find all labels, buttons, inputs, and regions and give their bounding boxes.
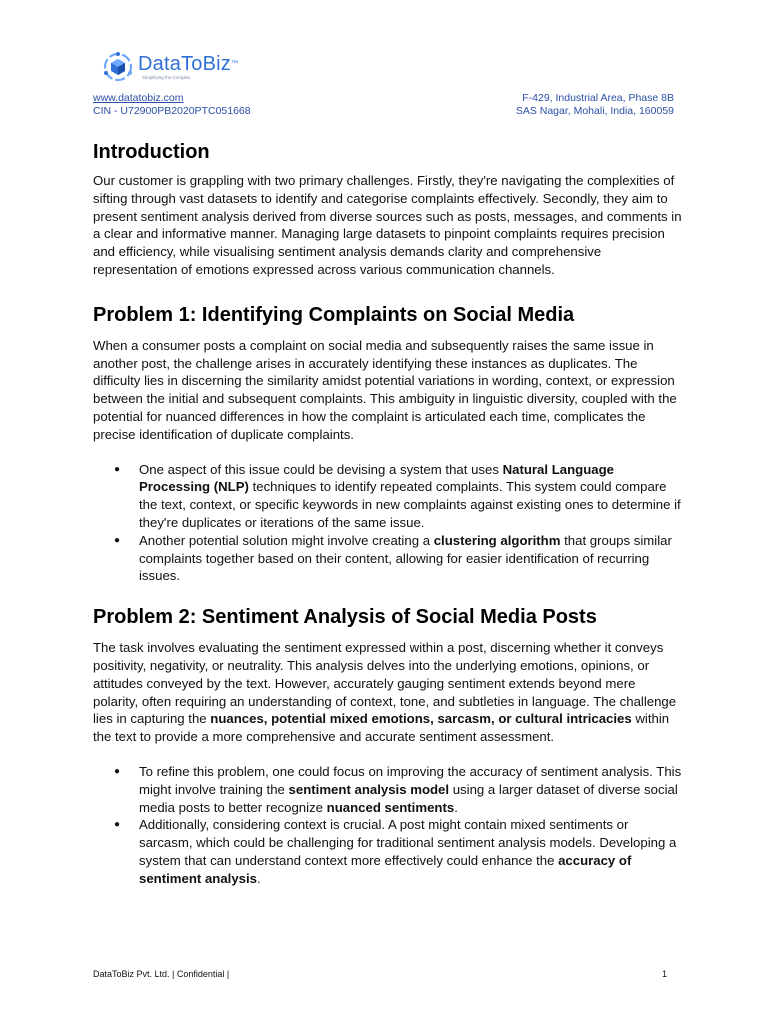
logo-wordmark: DataToBiz™ (138, 53, 239, 75)
address-line-2: SAS Nagar, Mohali, India, 160059 (515, 105, 674, 117)
company-logo (101, 50, 238, 84)
intro-heading: Introduction (93, 141, 210, 163)
logo-tagline: Simplifying the Complex (142, 75, 191, 80)
problem2-heading: Problem 2: Sentiment Analysis of Social Media Posts (93, 606, 597, 629)
problem2-bullets (93, 763, 683, 888)
problem2-bullet-2: ● Additionally, considering context is crucial. A post might contain mixed sentiments or sarcasm, which could be challenging for traditional sentiment analysis models. Developing a system that can understand context more effectively could enhance the accuracy of sentiment analysis. (93, 816, 683, 887)
problem1-bullet-2: ● Another potential solution might involve creating a clustering algorithm that groups similar complaints together based on their content, allowing for easier identification of recurring issues. (93, 532, 683, 585)
address-block (516, 92, 674, 118)
contact-left (93, 92, 251, 118)
page-number: 1 (661, 969, 667, 979)
problem1-heading: Problem 1: Identifying Complaints on Social Media (93, 303, 575, 326)
intro-paragraph: Our customer is grappling with two primary challenges. Firstly, they're navigating the complexities of sifting through vast datasets to identify and categorise complaints effectively. Secondly, they aim to present sentiment analysis derived from diverse sources such as posts, messages, and comments in a clear and informative manner. Managing large datasets to pinpoint complaints requires precision and efficiency, while visualising sentiment analysis demands clarity and comprehensive representation of emotions expressed across various communication channels. (93, 173, 682, 277)
address-line-1: F-429, Industrial Area, Phase 8B (522, 92, 674, 104)
problem2-bullet-1: ● To refine this problem, one could focus on improving the accuracy of sentiment analysis. This might involve training the sentiment analysis model using a larger dataset of diverse social media posts to better recognize nuanced sentiments. (93, 763, 683, 816)
cin-number: CIN - U72900PB2020PTC051668 (93, 105, 251, 117)
problem1-paragraph: When a consumer posts a complaint on social media and subsequently raises the same issue in another post, the challenge arises in accurately identifying these instances as duplicates. The difficulty lies in discerning the similarity amidst potential variations in wording, context, or expression between the initial and subsequent complaints. This ambiguity in linguistic diversity, coupled with the potential for nuanced differences in how the complaint is articulated each time, complicates the precise identification of duplicate complaints. (93, 337, 677, 442)
logo-cube-icon (101, 50, 135, 84)
problem1-bullet-1: ● One aspect of this issue could be devising a system that uses Natural Language Processing (NLP) techniques to identify repeated complaints. This system could compare the text, context, or specific keywords in new complaints against existing ones to determine if they're duplicates or iterations of the same issue. (93, 461, 683, 532)
problem2-paragraph: The task involves evaluating the sentiment expressed within a post, discerning whether it conveys positivity, negativity, or neutrality. This analysis delves into the underlying emotions, opinions, or attitudes conveyed by the text. However, accurately gauging sentiment extends beyond mere polarity, often requiring an understanding of context, tone, and subtleties in language. The challenge lies in capturing the nuances, potential mixed emotions, sarcasm, or cultural intricacies within the text to provide a more comprehensive and accurate sentiment assessment. (93, 640, 677, 745)
problem1-bullets (93, 461, 683, 586)
website-link[interactable]: www.datatobiz.com (93, 92, 184, 104)
document-body (93, 140, 683, 888)
footer-company: DataToBiz Pvt. Ltd. | Confidential | (93, 969, 230, 979)
